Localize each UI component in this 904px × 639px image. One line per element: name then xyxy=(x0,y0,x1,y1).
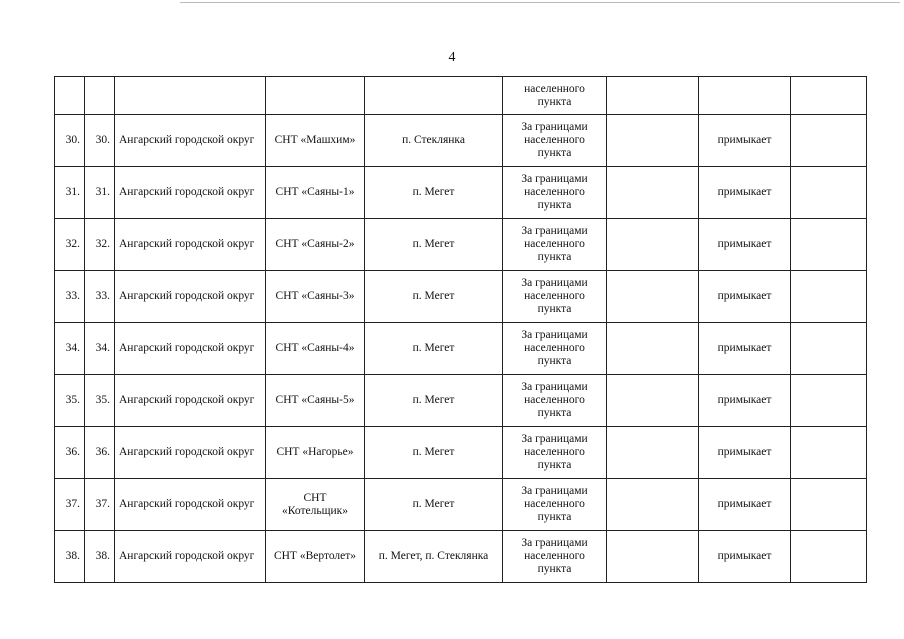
cell-row-number: 31. xyxy=(55,167,85,219)
cell-settlement: п. Мегет xyxy=(365,479,503,531)
cell-empty xyxy=(607,375,699,427)
cell-empty xyxy=(365,77,503,115)
cell-snt-name: СНТ «Вертолет» xyxy=(266,531,365,583)
table-row xyxy=(55,427,867,479)
cell-empty xyxy=(791,479,867,531)
cell-empty xyxy=(115,77,266,115)
cell-empty xyxy=(85,77,115,115)
continued-row xyxy=(55,77,867,115)
cell-empty xyxy=(266,77,365,115)
cell-item-number: 30. xyxy=(85,115,115,167)
page-number: 4 xyxy=(448,50,456,65)
cell-settlement: п. Мегет xyxy=(365,167,503,219)
cell-location-status: За границами населенного пункта xyxy=(503,375,607,427)
cell-location-status: За границами населенного пункта xyxy=(503,271,607,323)
cell-adjacency: примыкает xyxy=(699,115,791,167)
cell-empty xyxy=(607,531,699,583)
cell-empty xyxy=(791,77,867,115)
cell-location-status: За границами населенного пункта xyxy=(503,323,607,375)
cell-location-status: За границами населенного пункта xyxy=(503,479,607,531)
cell-empty xyxy=(607,323,699,375)
cell-row-number: 34. xyxy=(55,323,85,375)
cell-item-number: 36. xyxy=(85,427,115,479)
cell-district: Ангарский городской округ xyxy=(115,219,266,271)
cell-empty xyxy=(607,479,699,531)
cell-row-number: 32. xyxy=(55,219,85,271)
cell-empty xyxy=(791,167,867,219)
cell-location-status: За границами населенного пункта xyxy=(503,427,607,479)
cell-settlement: п. Мегет xyxy=(365,219,503,271)
cell-location-status: За границами населенного пункта xyxy=(503,219,607,271)
cell-district: Ангарский городской округ xyxy=(115,427,266,479)
cell-empty xyxy=(607,167,699,219)
cell-empty xyxy=(607,427,699,479)
table-row xyxy=(55,115,867,167)
cell-adjacency: примыкает xyxy=(699,479,791,531)
cell-location-status: населенного пункта xyxy=(503,77,607,115)
cell-adjacency: примыкает xyxy=(699,167,791,219)
cell-item-number: 33. xyxy=(85,271,115,323)
cell-empty xyxy=(791,323,867,375)
cell-district: Ангарский городской округ xyxy=(115,323,266,375)
cell-adjacency: примыкает xyxy=(699,219,791,271)
registry-table xyxy=(54,76,867,583)
table-row xyxy=(55,479,867,531)
cell-row-number: 33. xyxy=(55,271,85,323)
cell-empty xyxy=(791,427,867,479)
cell-district: Ангарский городской округ xyxy=(115,167,266,219)
table-row xyxy=(55,219,867,271)
cell-settlement: п. Мегет, п. Стеклянка xyxy=(365,531,503,583)
cell-item-number: 38. xyxy=(85,531,115,583)
table-row xyxy=(55,323,867,375)
cell-settlement: п. Мегет xyxy=(365,271,503,323)
cell-adjacency: примыкает xyxy=(699,323,791,375)
cell-snt-name: СНТ «Саяны-5» xyxy=(266,375,365,427)
table-row xyxy=(55,375,867,427)
cell-adjacency: примыкает xyxy=(699,375,791,427)
cell-item-number: 31. xyxy=(85,167,115,219)
cell-item-number: 37. xyxy=(85,479,115,531)
cell-snt-name: СНТ «Котельщик» xyxy=(266,479,365,531)
cell-row-number: 37. xyxy=(55,479,85,531)
cell-empty xyxy=(699,77,791,115)
cell-adjacency: примыкает xyxy=(699,531,791,583)
cell-location-status: За границами населенного пункта xyxy=(503,115,607,167)
cell-snt-name: СНТ «Саяны-1» xyxy=(266,167,365,219)
cell-empty xyxy=(791,219,867,271)
cell-location-status: За границами населенного пункта xyxy=(503,531,607,583)
table-row xyxy=(55,531,867,583)
cell-item-number: 35. xyxy=(85,375,115,427)
cell-snt-name: СНТ «Нагорье» xyxy=(266,427,365,479)
cell-settlement: п. Мегет xyxy=(365,375,503,427)
cell-adjacency: примыкает xyxy=(699,427,791,479)
cell-row-number: 38. xyxy=(55,531,85,583)
scan-edge-line xyxy=(180,2,900,3)
cell-row-number: 36. xyxy=(55,427,85,479)
cell-row-number: 35. xyxy=(55,375,85,427)
cell-empty xyxy=(791,531,867,583)
cell-snt-name: СНТ «Саяны-3» xyxy=(266,271,365,323)
cell-snt-name: СНТ «Саяны-2» xyxy=(266,219,365,271)
cell-empty xyxy=(607,219,699,271)
cell-district: Ангарский городской округ xyxy=(115,271,266,323)
cell-snt-name: СНТ «Машхим» xyxy=(266,115,365,167)
cell-empty xyxy=(55,77,85,115)
cell-row-number: 30. xyxy=(55,115,85,167)
cell-empty xyxy=(791,375,867,427)
cell-district: Ангарский городской округ xyxy=(115,115,266,167)
cell-district: Ангарский городской округ xyxy=(115,375,266,427)
cell-settlement: п. Мегет xyxy=(365,323,503,375)
table-row xyxy=(55,271,867,323)
cell-empty xyxy=(791,271,867,323)
cell-location-status: За границами населенного пункта xyxy=(503,167,607,219)
cell-item-number: 32. xyxy=(85,219,115,271)
cell-empty xyxy=(607,115,699,167)
cell-item-number: 34. xyxy=(85,323,115,375)
cell-empty xyxy=(607,271,699,323)
table-row xyxy=(55,167,867,219)
table-body xyxy=(55,77,867,583)
cell-district: Ангарский городской округ xyxy=(115,531,266,583)
cell-adjacency: примыкает xyxy=(699,271,791,323)
cell-district: Ангарский городской округ xyxy=(115,479,266,531)
cell-settlement: п. Мегет xyxy=(365,427,503,479)
cell-empty xyxy=(791,115,867,167)
cell-empty xyxy=(607,77,699,115)
cell-settlement: п. Стеклянка xyxy=(365,115,503,167)
cell-snt-name: СНТ «Саяны-4» xyxy=(266,323,365,375)
